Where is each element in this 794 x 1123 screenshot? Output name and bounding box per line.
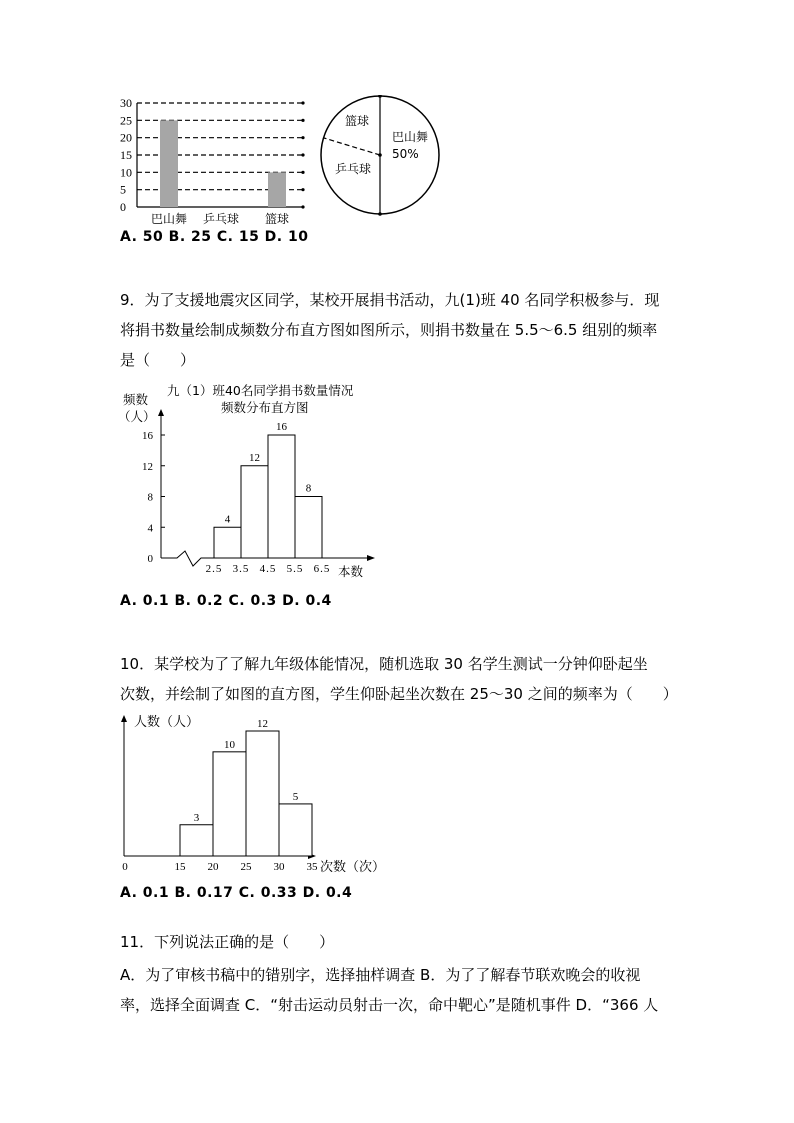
q9-xtick-label: 2.5 [205,563,223,575]
q9-bar-value-label: 16 [276,421,287,433]
q9-chart-title-1: 九（1）班40名同学捐书数量情况 [167,383,354,398]
q10-histogram [110,710,390,880]
q10-question-line-1: 10．某学校为了了解九年级体能情况，随机选取 30 名学生测试一分钟仰卧起坐 [120,655,648,673]
q8-grid-dot [301,153,304,156]
q8-pie-label-bashanwu: 巴山舞 [392,130,429,144]
q9-bar-value-label: 8 [305,482,312,495]
q9-ytick-label: 8 [147,491,153,504]
q9-ylabel-1: 频数 [123,392,149,407]
q8-bar [160,120,178,207]
q8-category-label: 乒乓球 [202,212,240,225]
q10-xtick-label: 30 [273,861,285,873]
q9-xtick-label: 4.5 [259,563,277,575]
q9-chart-title-2: 频数分布直方图 [221,400,309,415]
q9-ytick-label: 0 [147,553,153,565]
q10-bar [246,731,279,856]
q9-bar-value-label: 12 [249,451,260,464]
q8-ytick-label: 25 [120,113,132,128]
q8-grid-dot [301,136,304,139]
q8-ytick-label: 5 [120,182,126,197]
q8-options: A. 50 B. 25 C. 15 D. 10 [120,229,309,245]
q8-ytick-label: 20 [120,130,132,145]
q9-xtick-label: 6.5 [313,563,331,575]
q8-pie-label-percent: 50% [392,147,419,161]
q8-category-label: 巴山舞 [150,212,188,225]
q10-bar-value-label: 3 [193,811,200,824]
q9-options: A. 0.1 B. 0.2 C. 0.3 D. 0.4 [120,593,332,609]
q9-ylabel-2: （人） [118,409,156,424]
q9-xtick-label: 3.5 [232,563,250,575]
q9-x-axis-arrow [367,555,375,561]
q10-xtick-label: 15 [174,861,186,873]
q8-grid-dot [301,171,304,174]
q10-question-line-2: 次数，并绘制了如图的直方图，学生仰卧起坐次数在 25～30 之间的频率为（ ） [120,685,678,703]
q8-grid-dot [301,119,304,122]
q8-pie-chart [318,95,443,220]
q10-bar-value-label: 5 [292,790,299,803]
q9-y-axis-arrow [158,409,164,416]
q8-ytick-label: 15 [120,148,132,162]
q8-pie-label-basketball: 篮球 [345,114,370,128]
q9-bar-value-label: 4 [224,513,231,526]
q10-options: A. 0.1 B. 0.17 C. 0.33 D. 0.4 [120,885,353,901]
q10-bar [180,825,213,856]
q9-ytick-label: 16 [142,430,153,442]
q8-ytick-label: 30 [120,96,132,110]
q9-histogram [115,380,395,580]
q10-xtick-label: 35 [306,861,318,873]
q9-xtick-label: 5.5 [286,563,304,575]
q8-ytick-label: 0 [120,200,126,214]
q8-ytick-label: 10 [120,165,132,180]
q8-grid-dot [301,101,304,104]
q8-category-label: 篮球 [264,212,290,225]
q9-xlabel: 本数 [338,564,364,579]
q9-question-line-3: 是（ ） [120,351,196,369]
q10-bar [213,752,246,856]
q8-pie-divider-dashed [324,138,380,155]
q8-bar [268,172,286,207]
q9-ytick-label: 12 [142,460,153,473]
q10-bar-value-label: 10 [224,738,235,751]
q10-xtick-label: 20 [207,861,219,873]
q10-xlabel: 次数（次） [320,860,386,875]
q11-question-line-1: 11．下列说法正确的是（ ） [120,933,335,951]
q8-grid-dot [301,188,304,191]
q11-question-line-3: 率，选择全面调查 C．“射击运动员射击一次，命中靶心”是随机事件 D．“366 人 [120,996,659,1014]
q9-question-line-2: 将捐书数量绘制成频数分布直方图如图所示，则捐书数量在 5.5～6.5 组别的频率 [120,321,658,339]
q9-question-line-1: 9．为了支援地震灾区同学，某校开展捐书活动，九(1)班 40 名同学积极参与．现 [120,291,660,309]
q9-bar [214,527,241,558]
q9-bar [268,435,295,558]
q10-bar [279,804,312,856]
q10-y-axis-arrow [121,715,127,722]
q10-ylabel: 人数（人） [134,715,200,730]
q9-bar [295,497,322,559]
q11-question-line-2: A．为了审核书稿中的错别字，选择抽样调查 B．为了了解春节联欢晚会的收视 [120,966,641,984]
q9-ytick-label: 4 [147,522,153,535]
q10-bar-value-label: 12 [257,718,268,730]
q9-bar [241,466,268,558]
q8-bar-chart [115,95,315,225]
q10-xtick-label: 25 [240,861,252,873]
q8-pie-label-pingpong: 乒乓球 [335,162,372,176]
q10-origin-label: 0 [122,861,128,873]
